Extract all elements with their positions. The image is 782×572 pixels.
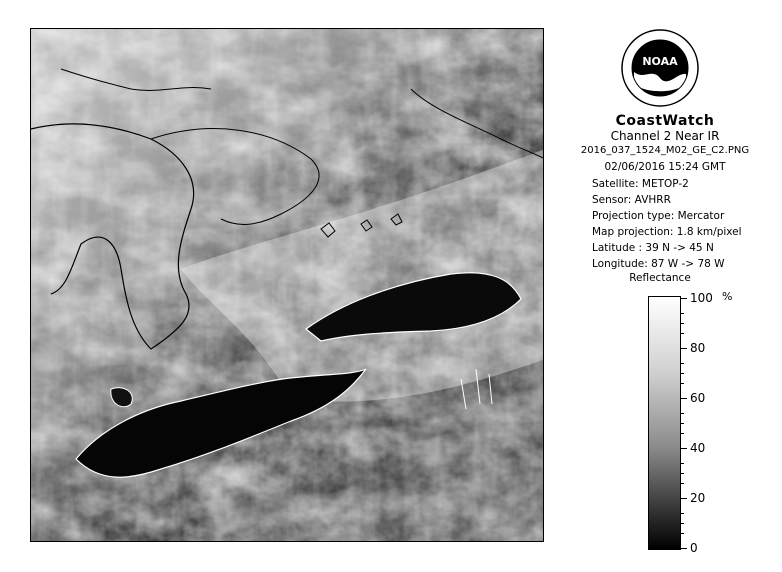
tick-80	[681, 348, 687, 349]
tick-0	[681, 548, 687, 549]
longitude-info: Longitude: 87 W -> 78 W	[592, 258, 725, 270]
tick-label-20: 20	[690, 491, 706, 505]
minor-tick	[681, 473, 684, 474]
minor-tick	[681, 513, 684, 514]
datetime-label: 02/06/2016 15:24 GMT	[604, 161, 726, 173]
map-projection-info: Map projection: 1.8 km/pixel	[592, 226, 742, 238]
minor-tick	[681, 433, 684, 434]
minor-tick	[681, 483, 684, 484]
tick-label-40: 40	[690, 441, 706, 455]
tick-100	[681, 298, 687, 299]
colorbar-unit: %	[722, 290, 733, 303]
tick-label-60: 60	[690, 391, 706, 405]
minor-tick	[681, 463, 684, 464]
satellite-info: Satellite: METOP-2	[592, 178, 689, 190]
satellite-image-graphic	[31, 29, 544, 542]
projection-type-info: Projection type: Mercator	[592, 210, 725, 222]
noaa-logo-text: NOAA	[642, 55, 678, 68]
minor-tick	[681, 363, 684, 364]
satellite-image	[30, 28, 544, 542]
file-name: 2016_037_1524_M02_GE_C2.PNG	[580, 145, 750, 156]
latitude-info: Latitude : 39 N -> 45 N	[592, 242, 714, 254]
sensor-info: Sensor: AVHRR	[592, 194, 671, 206]
channel-label: Channel 2 Near IR	[610, 129, 720, 143]
minor-tick	[681, 313, 684, 314]
minor-tick	[681, 533, 684, 534]
minor-tick	[681, 413, 684, 414]
tick-label-100: 100	[690, 291, 713, 305]
tick-label-0: 0	[690, 541, 698, 555]
minor-tick	[681, 383, 684, 384]
reflectance-colorbar	[648, 296, 681, 550]
app-title: CoastWatch	[615, 113, 715, 129]
minor-tick	[681, 333, 684, 334]
tick-label-80: 80	[690, 341, 706, 355]
tick-40	[681, 448, 687, 449]
noaa-logo-icon	[620, 28, 700, 108]
minor-tick	[681, 523, 684, 524]
tick-60	[681, 398, 687, 399]
minor-tick	[681, 423, 684, 424]
colorbar-label: Reflectance	[629, 272, 691, 284]
minor-tick	[681, 373, 684, 374]
tick-20	[681, 498, 687, 499]
minor-tick	[681, 323, 684, 324]
